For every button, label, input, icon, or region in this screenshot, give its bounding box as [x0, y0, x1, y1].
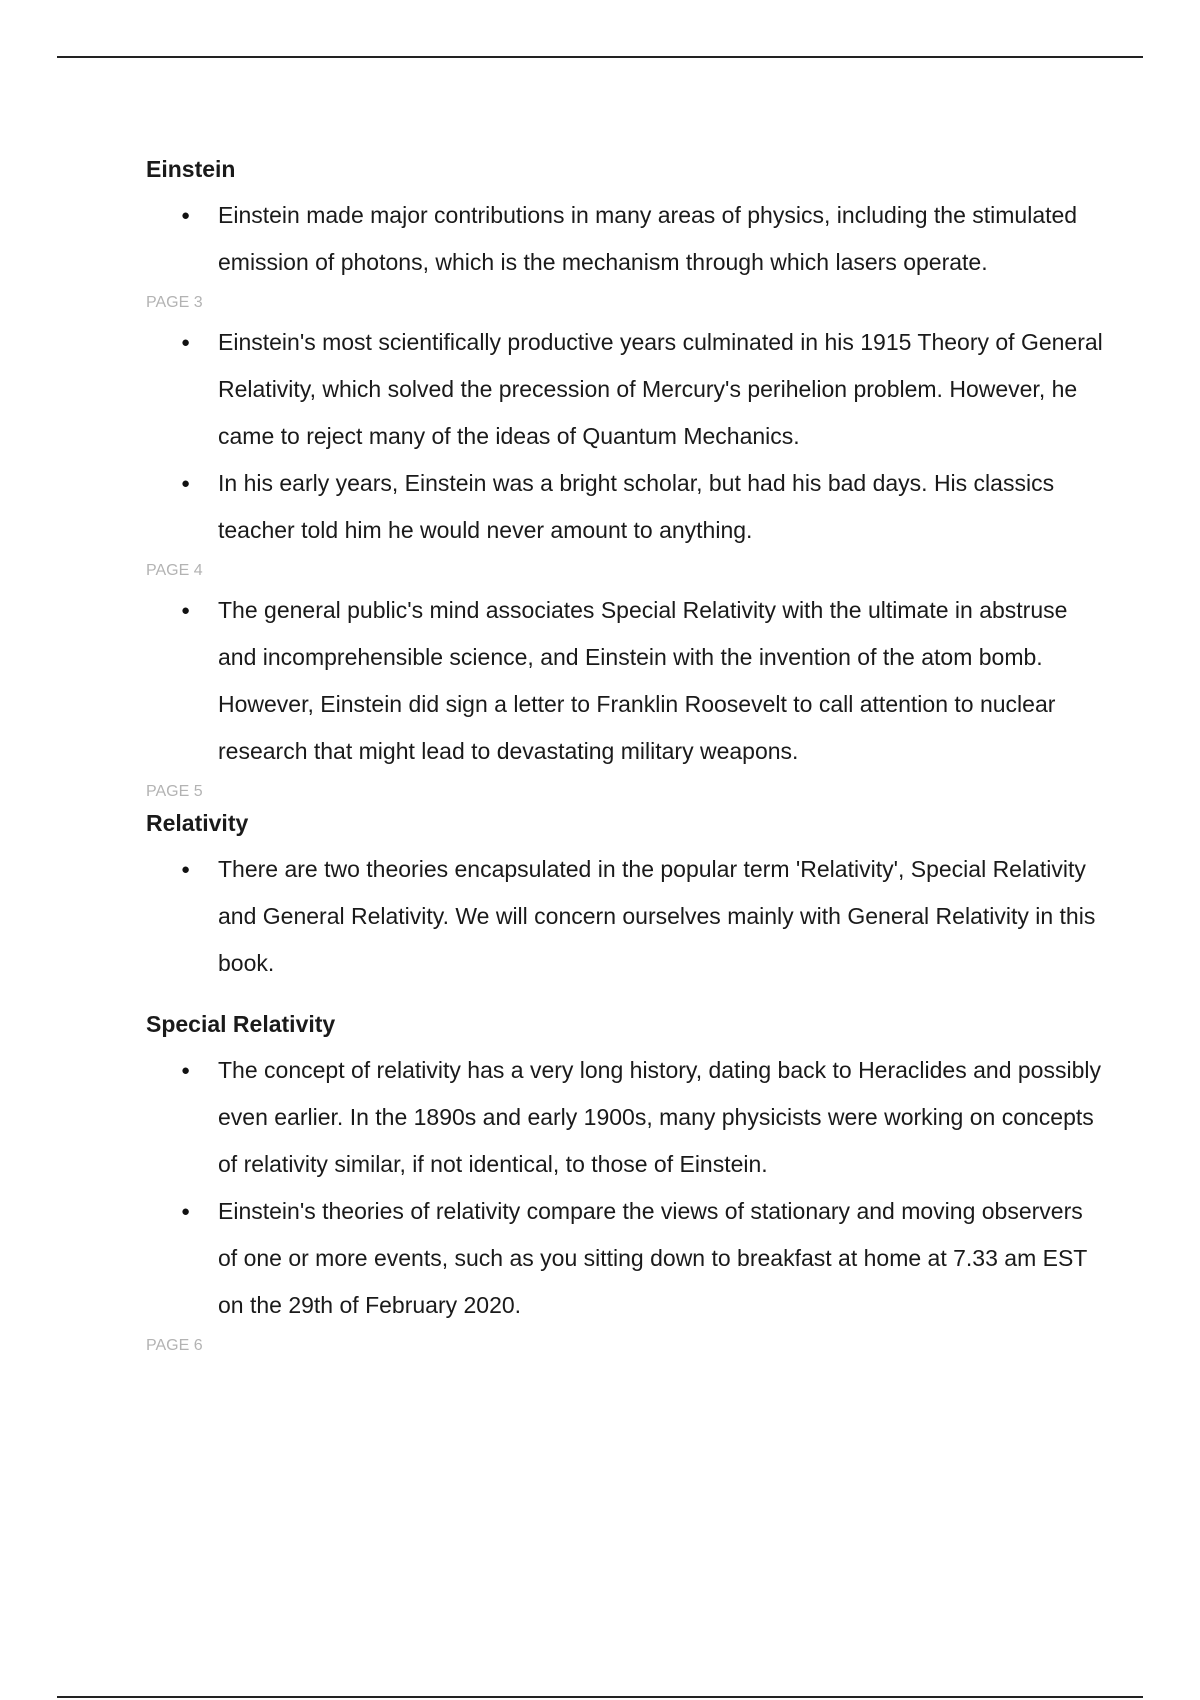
- bullet-list: [146, 846, 1106, 987]
- bullet-item: ● Einstein made major contributions in many areas of physics, including the stimulated emission of photons, which is the mechanism through which lasers operate.: [146, 192, 1106, 286]
- section-heading-einstein: Einstein: [146, 156, 236, 182]
- page-marker: PAGE 3: [146, 294, 203, 311]
- bullet-item: ● Einstein's theories of relativity compare the views of stationary and moving observers of one or more events, such as you sitting down to breakfast at home at 7.33 am EST on the 29th of February 2020.: [146, 1188, 1106, 1329]
- document-body: [146, 154, 1106, 1362]
- page-marker: PAGE 4: [146, 562, 203, 579]
- bullet-list: [146, 319, 1106, 554]
- bullet-list: [146, 192, 1106, 286]
- section-heading-relativity: Relativity: [146, 810, 249, 836]
- bullet-item: ● There are two theories encapsulated in the popular term 'Relativity', Special Relativity and General Relativity. We will concern ourselves mainly with General Relativity in this book.: [146, 846, 1106, 987]
- bullet-list: [146, 587, 1106, 775]
- bullet-item: ● The general public's mind associates Special Relativity with the ultimate in abstruse and incomprehensible science, and Einstein with the invention of the atom bomb. However, Einstein did sign a letter to Franklin Roosevelt to call attention to nuclear research that might lead to devastating military weapons.: [146, 587, 1106, 775]
- bullet-item: ● Einstein's most scientifically productive years culminated in his 1915 Theory of General Relativity, which solved the precession of Mercury's perihelion problem. However, he came to reject many of the ideas of Quantum Mechanics.: [146, 319, 1106, 460]
- section-heading-special-relativity: Special Relativity: [146, 1011, 336, 1037]
- bullet-item: ● In his early years, Einstein was a bright scholar, but had his bad days. His classics teacher told him he would never amount to anything.: [146, 460, 1106, 554]
- bullet-item: ● The concept of relativity has a very long history, dating back to Heraclides and possibly even earlier. In the 1890s and early 1900s, many physicists were working on concepts of relativity similar, if not identical, to those of Einstein.: [146, 1047, 1106, 1188]
- page-marker: PAGE 6: [146, 1337, 203, 1354]
- bottom-rule: [57, 1696, 1143, 1698]
- bullet-list: [146, 1047, 1106, 1329]
- page-marker: PAGE 5: [146, 783, 203, 800]
- top-rule: [57, 56, 1143, 58]
